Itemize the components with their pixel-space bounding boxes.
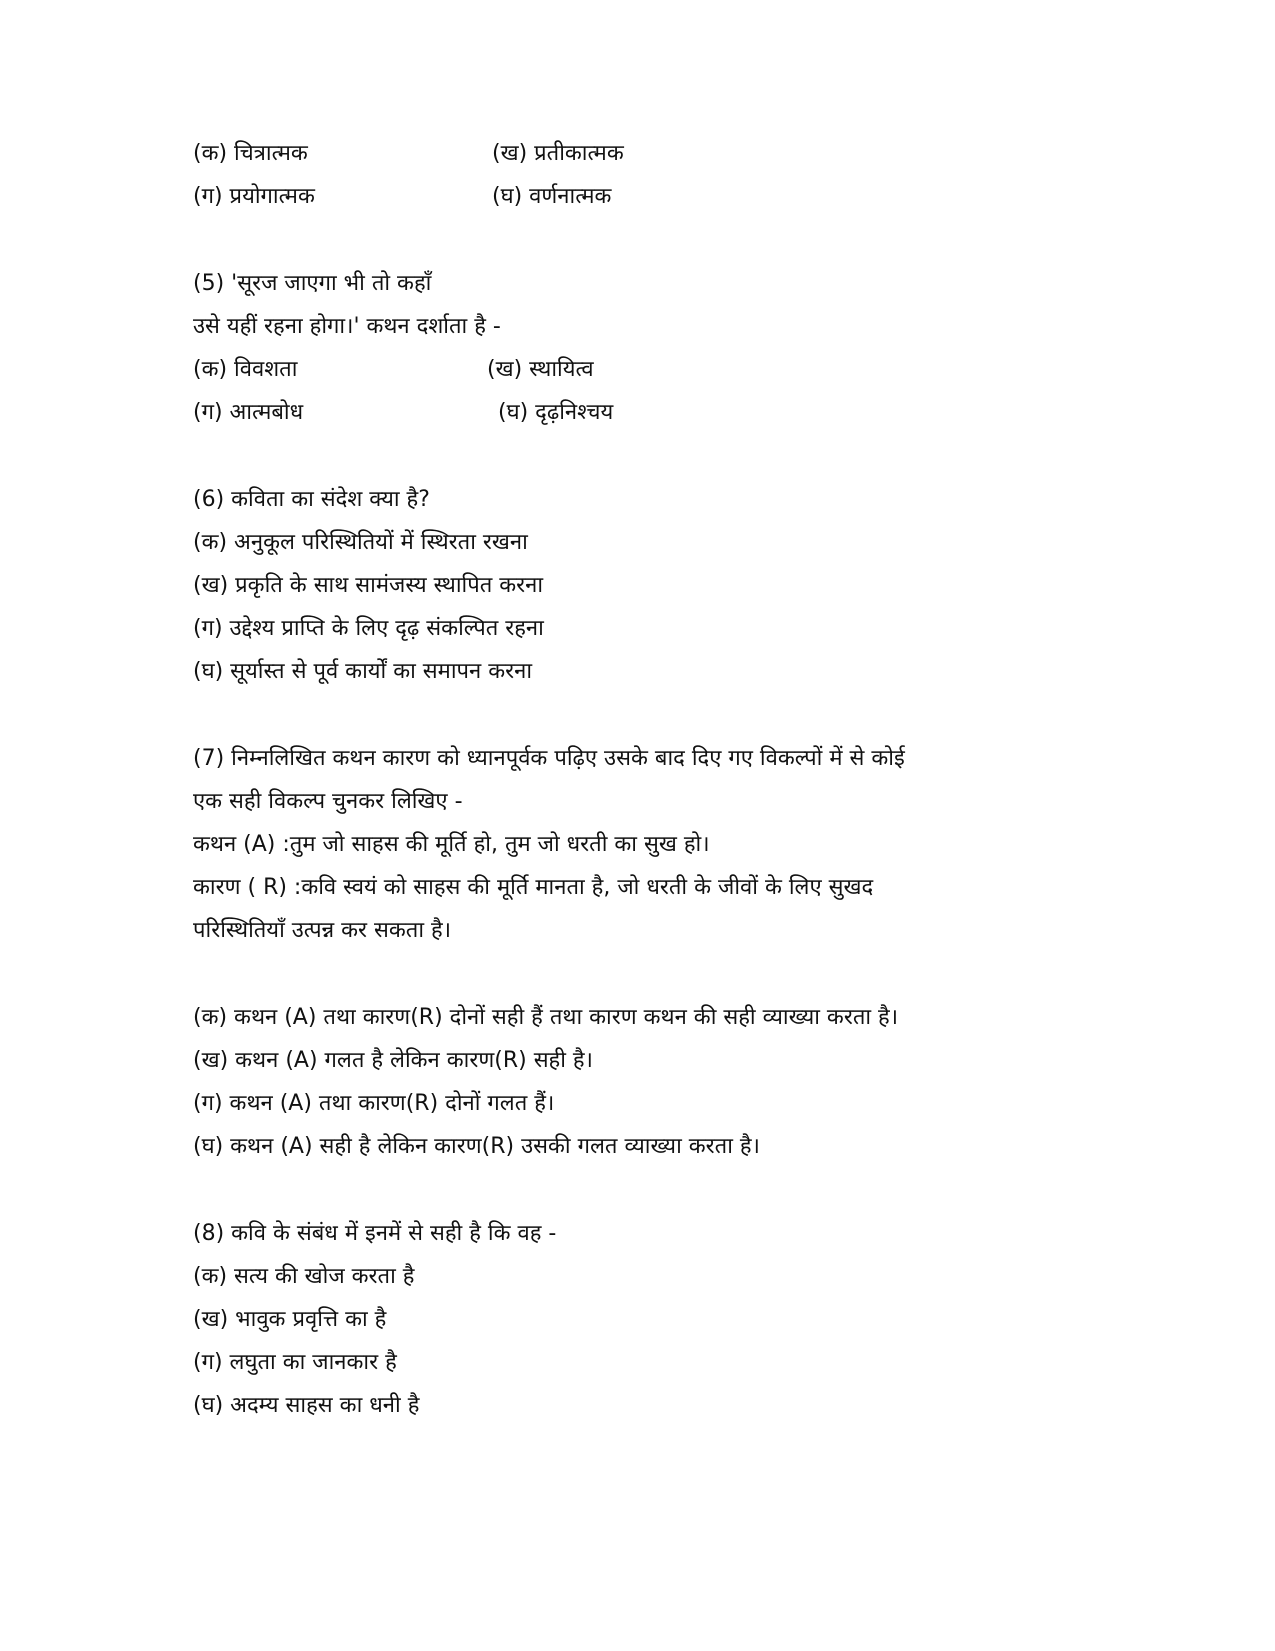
q7-option-ka: (क) कथन (A) तथा कारण(R) दोनों सही हैं तथा कारण कथन की सही व्याख्या करता है। [193, 1005, 899, 1030]
q4-option-gha: (घ) वर्णनात्मक [492, 184, 612, 209]
q6-option-ka: (क) अनुकूल परिस्थितियों में स्थिरता रखना [193, 530, 528, 555]
q4-option-ka: (क) चित्रात्मक [193, 141, 308, 166]
q7-reason-line2: परिस्थितियाँ उत्पन्न कर सकता है। [193, 918, 452, 943]
q8-question: (8) कवि के संबंध में इनमें से सही है कि वह - [193, 1221, 557, 1246]
q5-question-line1: (5) 'सूरज जाएगा भी तो कहाँ [193, 271, 432, 296]
q5-option-ga: (ग) आत्मबोध [193, 400, 304, 425]
q5-question-line2: उसे यहीं रहना होगा।' कथन दर्शाता है - [193, 314, 501, 339]
q7-option-ga: (ग) कथन (A) तथा कारण(R) दोनों गलत हैं। [193, 1091, 555, 1116]
q6-option-ga: (ग) उद्देश्य प्राप्ति के लिए दृढ़ संकल्पित रहना [193, 616, 544, 641]
q5-option-ka: (क) विवशता [193, 357, 298, 382]
q4-option-ga: (ग) प्रयोगात्मक [193, 184, 315, 209]
q6-option-gha: (घ) सूर्यास्त से पूर्व कार्यों का समापन करना [193, 659, 533, 684]
q8-option-kha: (ख) भावुक प्रवृत्ति का है [193, 1307, 387, 1332]
q8-option-ka: (क) सत्य की खोज करता है [193, 1264, 415, 1289]
q6-option-kha: (ख) प्रकृति के साथ सामंजस्य स्थापित करना [193, 573, 544, 598]
q7-question-line1: (7) निम्नलिखित कथन कारण को ध्यानपूर्वक पढ़िए उसके बाद दिए गए विकल्पों में से कोई [193, 746, 905, 771]
q5-option-kha: (ख) स्थायित्व [487, 357, 594, 382]
q7-question-line2: एक सही विकल्प चुनकर लिखिए - [193, 789, 463, 814]
q8-option-gha: (घ) अदम्य साहस का धनी है [193, 1393, 420, 1418]
q8-option-ga: (ग) लघुता का जानकार है [193, 1350, 397, 1375]
q7-reason-line1: कारण ( R) :कवि स्वयं को साहस की मूर्ति मानता है, जो धरती के जीवों के लिए सुखद [193, 875, 874, 900]
q7-option-gha: (घ) कथन (A) सही है लेकिन कारण(R) उसकी गलत व्याख्या करता है। [193, 1134, 760, 1159]
q4-option-kha: (ख) प्रतीकात्मक [492, 141, 624, 166]
q7-option-kha: (ख) कथन (A) गलत है लेकिन कारण(R) सही है। [193, 1048, 593, 1073]
q6-question: (6) कविता का संदेश क्या है? [193, 487, 430, 512]
q7-assertion: कथन (A) :तुम जो साहस की मूर्ति हो, तुम जो धरती का सुख हो। [193, 832, 710, 857]
q5-option-gha: (घ) दृढ़निश्चय [498, 400, 614, 425]
